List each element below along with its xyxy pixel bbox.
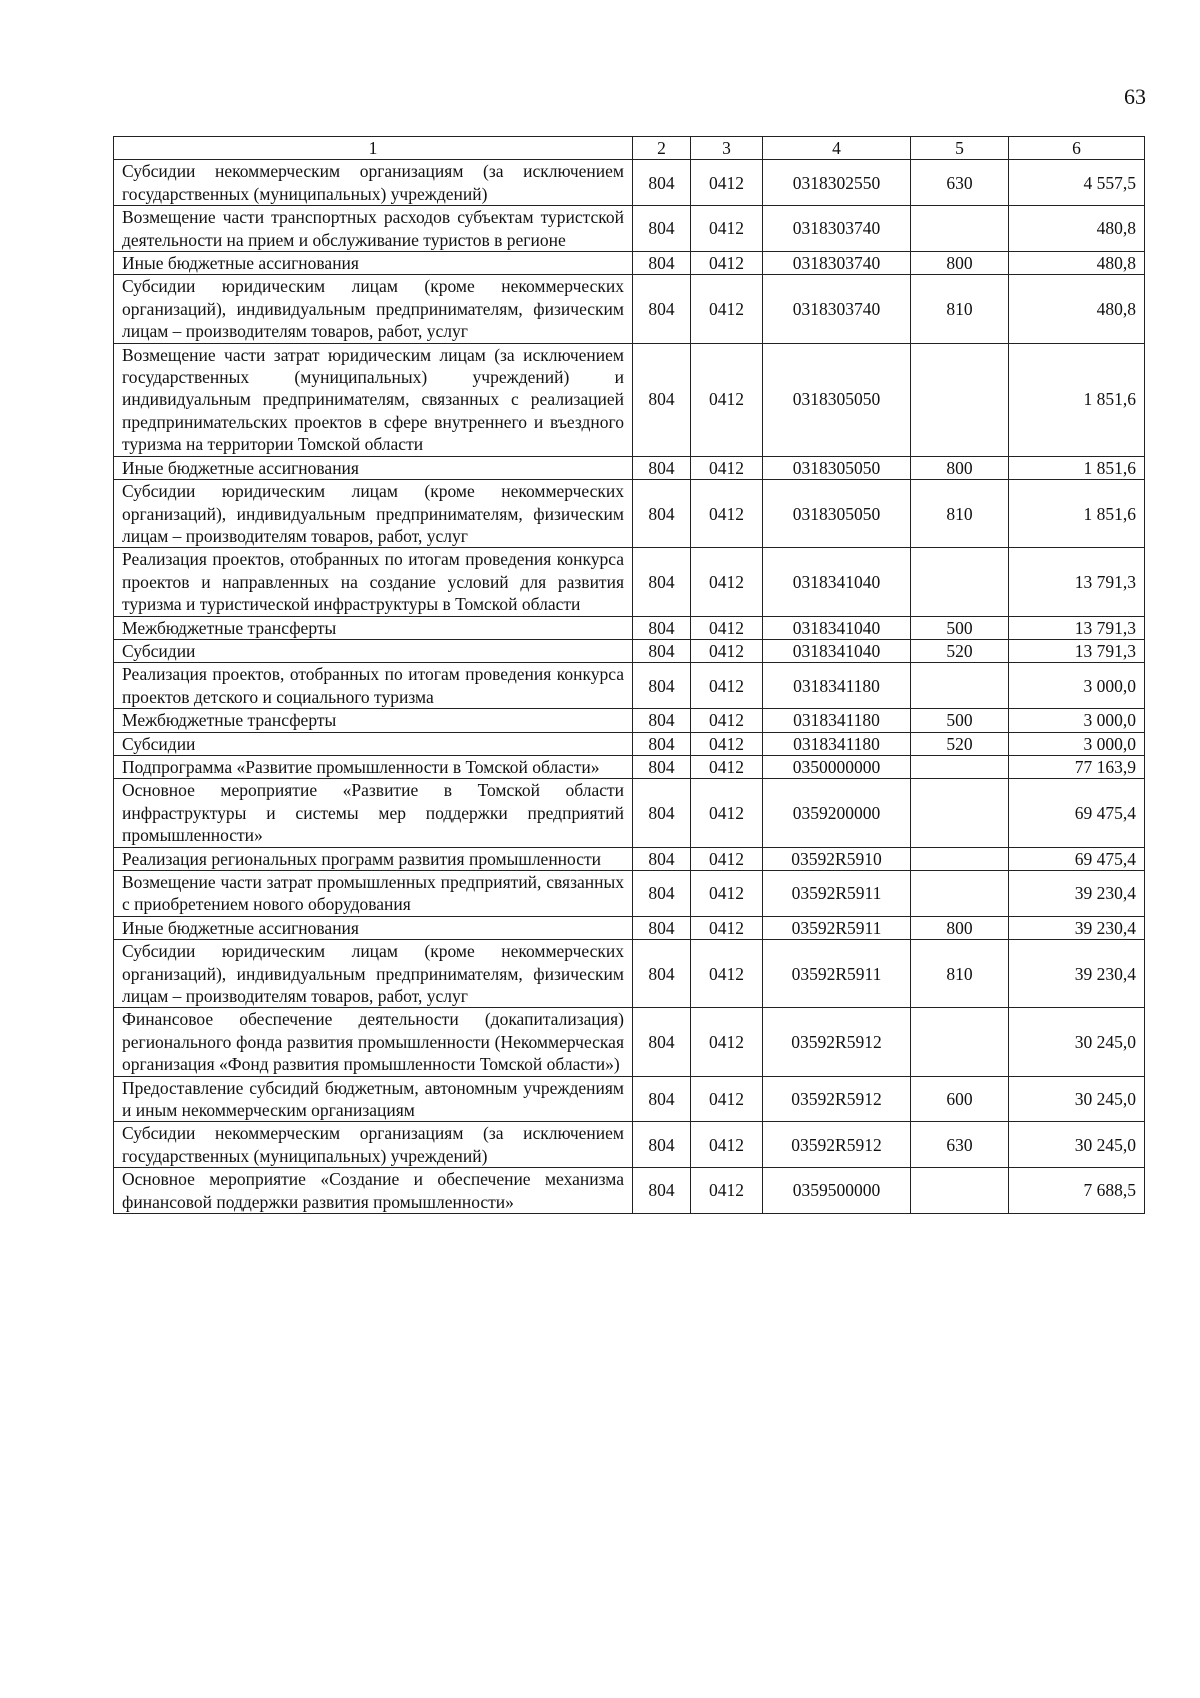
cell-section: 0412 [691, 916, 763, 939]
cell-ministry: 804 [633, 548, 691, 616]
cell-amount: 480,8 [1009, 206, 1145, 252]
cell-amount: 3 000,0 [1009, 663, 1145, 709]
cell-amount: 77 163,9 [1009, 755, 1145, 778]
cell-amount: 3 000,0 [1009, 732, 1145, 755]
cell-amount: 30 245,0 [1009, 1076, 1145, 1122]
cell-ministry: 804 [633, 160, 691, 206]
row-name: Реализация проектов, отобранных по итогам проведения конкурса проектов детского и социального туризма [114, 663, 633, 709]
table-row [114, 343, 1145, 456]
cell-expense-type: 810 [911, 275, 1009, 343]
cell-expense-type [911, 206, 1009, 252]
cell-ministry: 804 [633, 779, 691, 847]
cell-target-article: 0318305050 [763, 480, 911, 548]
cell-amount: 4 557,5 [1009, 160, 1145, 206]
col-header-3: 3 [691, 137, 763, 160]
cell-amount: 30 245,0 [1009, 1122, 1145, 1168]
row-name: Субсидии юридическим лицам (кроме некоммерческих организаций), индивидуальным предпринимателям, физическим лицам – производителям товаров, работ, услуг [114, 480, 633, 548]
cell-section: 0412 [691, 1168, 763, 1214]
cell-target-article: 0359200000 [763, 779, 911, 847]
cell-amount: 1 851,6 [1009, 480, 1145, 548]
cell-target-article: 0318305050 [763, 456, 911, 479]
cell-section: 0412 [691, 275, 763, 343]
cell-target-article: 0359500000 [763, 1168, 911, 1214]
col-header-2: 2 [633, 137, 691, 160]
cell-target-article: 0318341180 [763, 709, 911, 732]
cell-target-article: 0350000000 [763, 755, 911, 778]
row-name: Финансовое обеспечение деятельности (докапитализация) регионального фонда развития промышленности (Некоммерческая организация «Фонд развития промышленности Томской области») [114, 1008, 633, 1076]
cell-section: 0412 [691, 871, 763, 917]
table-row [114, 252, 1145, 275]
cell-target-article: 03592R5912 [763, 1008, 911, 1076]
cell-expense-type: 500 [911, 616, 1009, 639]
cell-target-article: 0318341040 [763, 616, 911, 639]
budget-table [113, 136, 1145, 1214]
cell-expense-type [911, 1008, 1009, 1076]
cell-ministry: 804 [633, 916, 691, 939]
table-row [114, 940, 1145, 1008]
table-header [114, 137, 1145, 160]
cell-ministry: 804 [633, 456, 691, 479]
cell-target-article: 0318303740 [763, 252, 911, 275]
table-body [114, 160, 1145, 1214]
cell-target-article: 03592R5911 [763, 916, 911, 939]
cell-target-article: 03592R5911 [763, 871, 911, 917]
table-row [114, 1168, 1145, 1214]
table-row [114, 616, 1145, 639]
table-row [114, 160, 1145, 206]
cell-ministry: 804 [633, 639, 691, 662]
cell-amount: 69 475,4 [1009, 779, 1145, 847]
cell-section: 0412 [691, 160, 763, 206]
cell-section: 0412 [691, 548, 763, 616]
cell-section: 0412 [691, 343, 763, 456]
row-name: Реализация проектов, отобранных по итогам проведения конкурса проектов и направленных на создание условий для развития туризма и туристической инфраструктуры в Томской области [114, 548, 633, 616]
cell-section: 0412 [691, 206, 763, 252]
row-name: Субсидии некоммерческим организациям (за исключением государственных (муниципальных) учреждений) [114, 160, 633, 206]
cell-ministry: 804 [633, 940, 691, 1008]
cell-ministry: 804 [633, 847, 691, 870]
cell-target-article: 03592R5912 [763, 1076, 911, 1122]
cell-expense-type: 630 [911, 160, 1009, 206]
cell-ministry: 804 [633, 343, 691, 456]
table-row [114, 639, 1145, 662]
cell-expense-type: 600 [911, 1076, 1009, 1122]
page-number: 63 [1124, 84, 1146, 109]
cell-ministry: 804 [633, 1008, 691, 1076]
row-name: Иные бюджетные ассигнования [114, 456, 633, 479]
cell-amount: 480,8 [1009, 252, 1145, 275]
table-row [114, 548, 1145, 616]
cell-target-article: 0318302550 [763, 160, 911, 206]
table-row [114, 663, 1145, 709]
cell-amount: 7 688,5 [1009, 1168, 1145, 1214]
cell-ministry: 804 [633, 616, 691, 639]
row-name: Основное мероприятие «Создание и обеспечение механизма финансовой поддержки развития промышленности» [114, 1168, 633, 1214]
table-row [114, 755, 1145, 778]
row-name: Субсидии юридическим лицам (кроме некоммерческих организаций), индивидуальным предпринимателям, физическим лицам – производителям товаров, работ, услуг [114, 940, 633, 1008]
table-row [114, 206, 1145, 252]
col-header-4: 4 [763, 137, 911, 160]
row-name: Подпрограмма «Развитие промышленности в Томской области» [114, 755, 633, 778]
cell-ministry: 804 [633, 252, 691, 275]
cell-section: 0412 [691, 779, 763, 847]
cell-amount: 39 230,4 [1009, 916, 1145, 939]
cell-section: 0412 [691, 616, 763, 639]
cell-amount: 1 851,6 [1009, 456, 1145, 479]
cell-section: 0412 [691, 663, 763, 709]
table-row [114, 480, 1145, 548]
row-name: Межбюджетные трансферты [114, 616, 633, 639]
cell-expense-type [911, 1168, 1009, 1214]
cell-section: 0412 [691, 709, 763, 732]
cell-ministry: 804 [633, 480, 691, 548]
cell-expense-type: 500 [911, 709, 1009, 732]
cell-expense-type: 810 [911, 940, 1009, 1008]
cell-expense-type: 800 [911, 916, 1009, 939]
cell-amount: 13 791,3 [1009, 548, 1145, 616]
table-row [114, 709, 1145, 732]
row-name: Иные бюджетные ассигнования [114, 252, 633, 275]
cell-expense-type: 800 [911, 252, 1009, 275]
cell-section: 0412 [691, 847, 763, 870]
cell-target-article: 0318341040 [763, 639, 911, 662]
col-header-6: 6 [1009, 137, 1145, 160]
row-name: Иные бюджетные ассигнования [114, 916, 633, 939]
cell-amount: 39 230,4 [1009, 871, 1145, 917]
cell-ministry: 804 [633, 755, 691, 778]
row-name: Возмещение части транспортных расходов субъектам туристской деятельности на прием и обслуживание туристов в регионе [114, 206, 633, 252]
row-name: Реализация региональных программ развития промышленности [114, 847, 633, 870]
cell-ministry: 804 [633, 1122, 691, 1168]
row-name: Предоставление субсидий бюджетным, автономным учреждениям и иным некоммерческим организациям [114, 1076, 633, 1122]
cell-section: 0412 [691, 732, 763, 755]
cell-section: 0412 [691, 639, 763, 662]
cell-ministry: 804 [633, 663, 691, 709]
cell-target-article: 03592R5911 [763, 940, 911, 1008]
cell-expense-type [911, 663, 1009, 709]
header-row [114, 137, 1145, 160]
col-header-5: 5 [911, 137, 1009, 160]
cell-expense-type [911, 847, 1009, 870]
cell-expense-type [911, 779, 1009, 847]
cell-ministry: 804 [633, 709, 691, 732]
cell-amount: 13 791,3 [1009, 639, 1145, 662]
cell-section: 0412 [691, 940, 763, 1008]
cell-target-article: 0318341180 [763, 732, 911, 755]
cell-expense-type [911, 548, 1009, 616]
table-row [114, 847, 1145, 870]
cell-section: 0412 [691, 1122, 763, 1168]
row-name: Возмещение части затрат промышленных предприятий, связанных с приобретением нового оборудования [114, 871, 633, 917]
row-name: Межбюджетные трансферты [114, 709, 633, 732]
table-row [114, 275, 1145, 343]
cell-section: 0412 [691, 480, 763, 548]
cell-section: 0412 [691, 252, 763, 275]
cell-ministry: 804 [633, 275, 691, 343]
table-row [114, 1076, 1145, 1122]
table-row [114, 871, 1145, 917]
cell-section: 0412 [691, 1008, 763, 1076]
cell-section: 0412 [691, 1076, 763, 1122]
cell-amount: 480,8 [1009, 275, 1145, 343]
cell-expense-type [911, 755, 1009, 778]
table-row [114, 1122, 1145, 1168]
cell-ministry: 804 [633, 732, 691, 755]
cell-target-article: 0318303740 [763, 206, 911, 252]
cell-amount: 30 245,0 [1009, 1008, 1145, 1076]
cell-ministry: 804 [633, 1076, 691, 1122]
cell-target-article: 0318305050 [763, 343, 911, 456]
cell-target-article: 0318303740 [763, 275, 911, 343]
row-name: Субсидии некоммерческим организациям (за исключением государственных (муниципальных) учреждений) [114, 1122, 633, 1168]
cell-target-article: 03592R5910 [763, 847, 911, 870]
row-name: Основное мероприятие «Развитие в Томской области инфраструктуры и системы мер поддержки предприятий промышленности» [114, 779, 633, 847]
cell-expense-type [911, 343, 1009, 456]
cell-expense-type: 520 [911, 732, 1009, 755]
cell-expense-type [911, 871, 1009, 917]
cell-target-article: 0318341040 [763, 548, 911, 616]
cell-ministry: 804 [633, 206, 691, 252]
cell-amount: 1 851,6 [1009, 343, 1145, 456]
row-name: Субсидии [114, 732, 633, 755]
cell-section: 0412 [691, 755, 763, 778]
cell-expense-type: 810 [911, 480, 1009, 548]
row-name: Возмещение части затрат юридическим лицам (за исключением государственных (муниципальных) учреждений) и индивидуальным предпринимателям, связанных с реализацией предпринимательских проектов в сфере внутреннего и въездного туризма на территории Томской области [114, 343, 633, 456]
cell-expense-type: 800 [911, 456, 1009, 479]
cell-target-article: 03592R5912 [763, 1122, 911, 1168]
cell-amount: 3 000,0 [1009, 709, 1145, 732]
table-row [114, 732, 1145, 755]
col-header-1: 1 [114, 137, 633, 160]
cell-amount: 69 475,4 [1009, 847, 1145, 870]
cell-ministry: 804 [633, 1168, 691, 1214]
cell-ministry: 804 [633, 871, 691, 917]
cell-target-article: 0318341180 [763, 663, 911, 709]
row-name: Субсидии [114, 639, 633, 662]
table-row [114, 916, 1145, 939]
cell-expense-type: 630 [911, 1122, 1009, 1168]
cell-section: 0412 [691, 456, 763, 479]
table-row [114, 456, 1145, 479]
cell-amount: 39 230,4 [1009, 940, 1145, 1008]
row-name: Субсидии юридическим лицам (кроме некоммерческих организаций), индивидуальным предпринимателям, физическим лицам – производителям товаров, работ, услуг [114, 275, 633, 343]
table-row [114, 779, 1145, 847]
table-row [114, 1008, 1145, 1076]
cell-expense-type: 520 [911, 639, 1009, 662]
cell-amount: 13 791,3 [1009, 616, 1145, 639]
